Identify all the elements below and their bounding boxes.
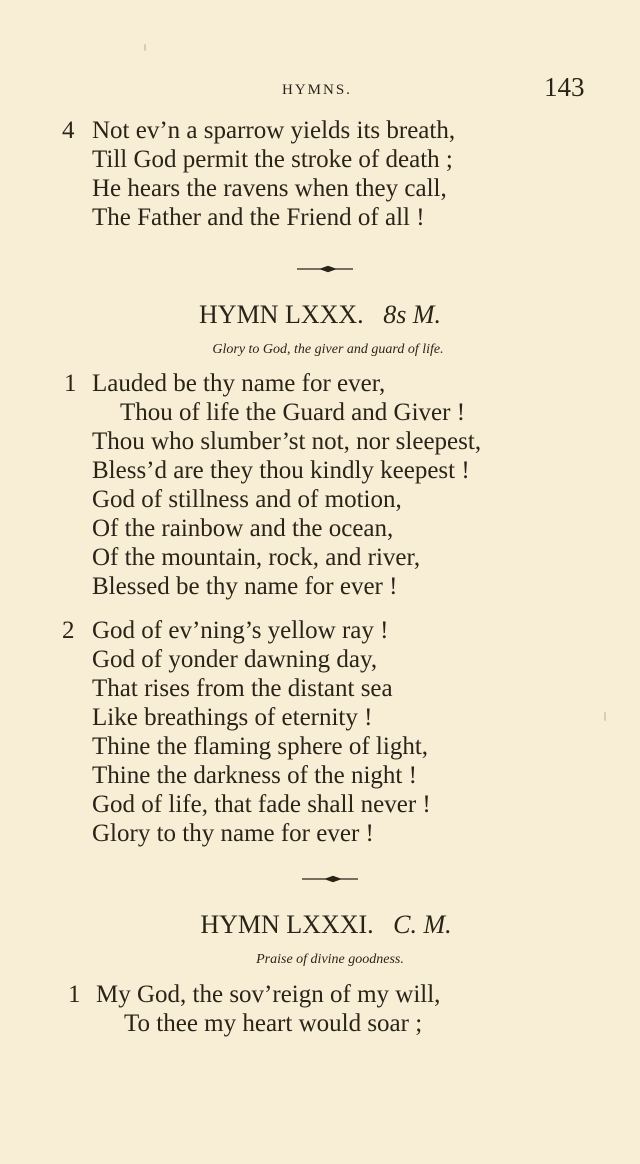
running-head (0, 72, 640, 102)
hymn-meter: 8s M. (383, 300, 441, 329)
verse-line: Like breathings of eternity ! (92, 704, 373, 731)
verse-line: Not ev’n a sparrow yields its breath, (92, 117, 456, 144)
verse-line: Lauded be thy name for ever, (92, 370, 386, 397)
verse-line: Thine the darkness of the night ! (92, 762, 417, 789)
page-number: 143 (544, 72, 585, 102)
verse-line: Thou who slumber’st not, nor sleepest, (92, 428, 482, 455)
hymn-subtitle: Glory to God, the giver and guard of life. (212, 342, 444, 357)
verse-line: Thine the flaming sphere of light, (92, 733, 429, 760)
running-title: HYMNS. (282, 82, 352, 98)
verse-line: God of ev’ning’s yellow ray ! (92, 617, 389, 644)
verse-line: The Father and the Friend of all ! (92, 204, 425, 231)
verse-line: God of stillness and of motion, (92, 486, 402, 513)
verse-line: Of the rainbow and the ocean, (92, 515, 394, 542)
paper-mark (144, 44, 146, 51)
verse-number: 4 (62, 117, 75, 144)
verse-number: 2 (62, 617, 75, 644)
verse-line: Blessed be thy name for ever ! (92, 573, 398, 600)
hymn-number: HYMN LXXXI. (200, 910, 374, 939)
section-divider-ornament (302, 875, 358, 883)
verse-line: Thou of life the Guard and Giver ! (120, 399, 466, 426)
hymn-subtitle: Praise of divine goodness. (256, 952, 404, 967)
hymn-title (0, 300, 640, 330)
verse-line: That rises from the distant sea (92, 675, 393, 702)
section-divider-ornament (297, 265, 353, 273)
verse-line: To thee my heart would soar ; (124, 1010, 423, 1037)
verse-line: He hears the ravens when they call, (92, 175, 447, 202)
verse-line: God of life, that fade shall never ! (92, 791, 431, 818)
verse-line: God of yonder dawning day, (92, 646, 378, 673)
hymn-number: HYMN LXXX. (199, 300, 364, 329)
hymn-meter: C. M. (393, 910, 452, 939)
verse-number: 1 (64, 370, 77, 397)
verse-line: Glory to thy name for ever ! (92, 820, 374, 847)
paper-mark (604, 712, 606, 721)
verse-line: Bless’d are they thou kindly keepest ! (92, 457, 470, 484)
verse-line: Of the mountain, rock, and river, (92, 544, 421, 571)
verse-number: 1 (68, 981, 81, 1008)
verse-line: Till God permit the stroke of death ; (92, 146, 453, 173)
verse-line: My God, the sov’reign of my will, (96, 981, 441, 1008)
hymn-title (6, 910, 640, 940)
